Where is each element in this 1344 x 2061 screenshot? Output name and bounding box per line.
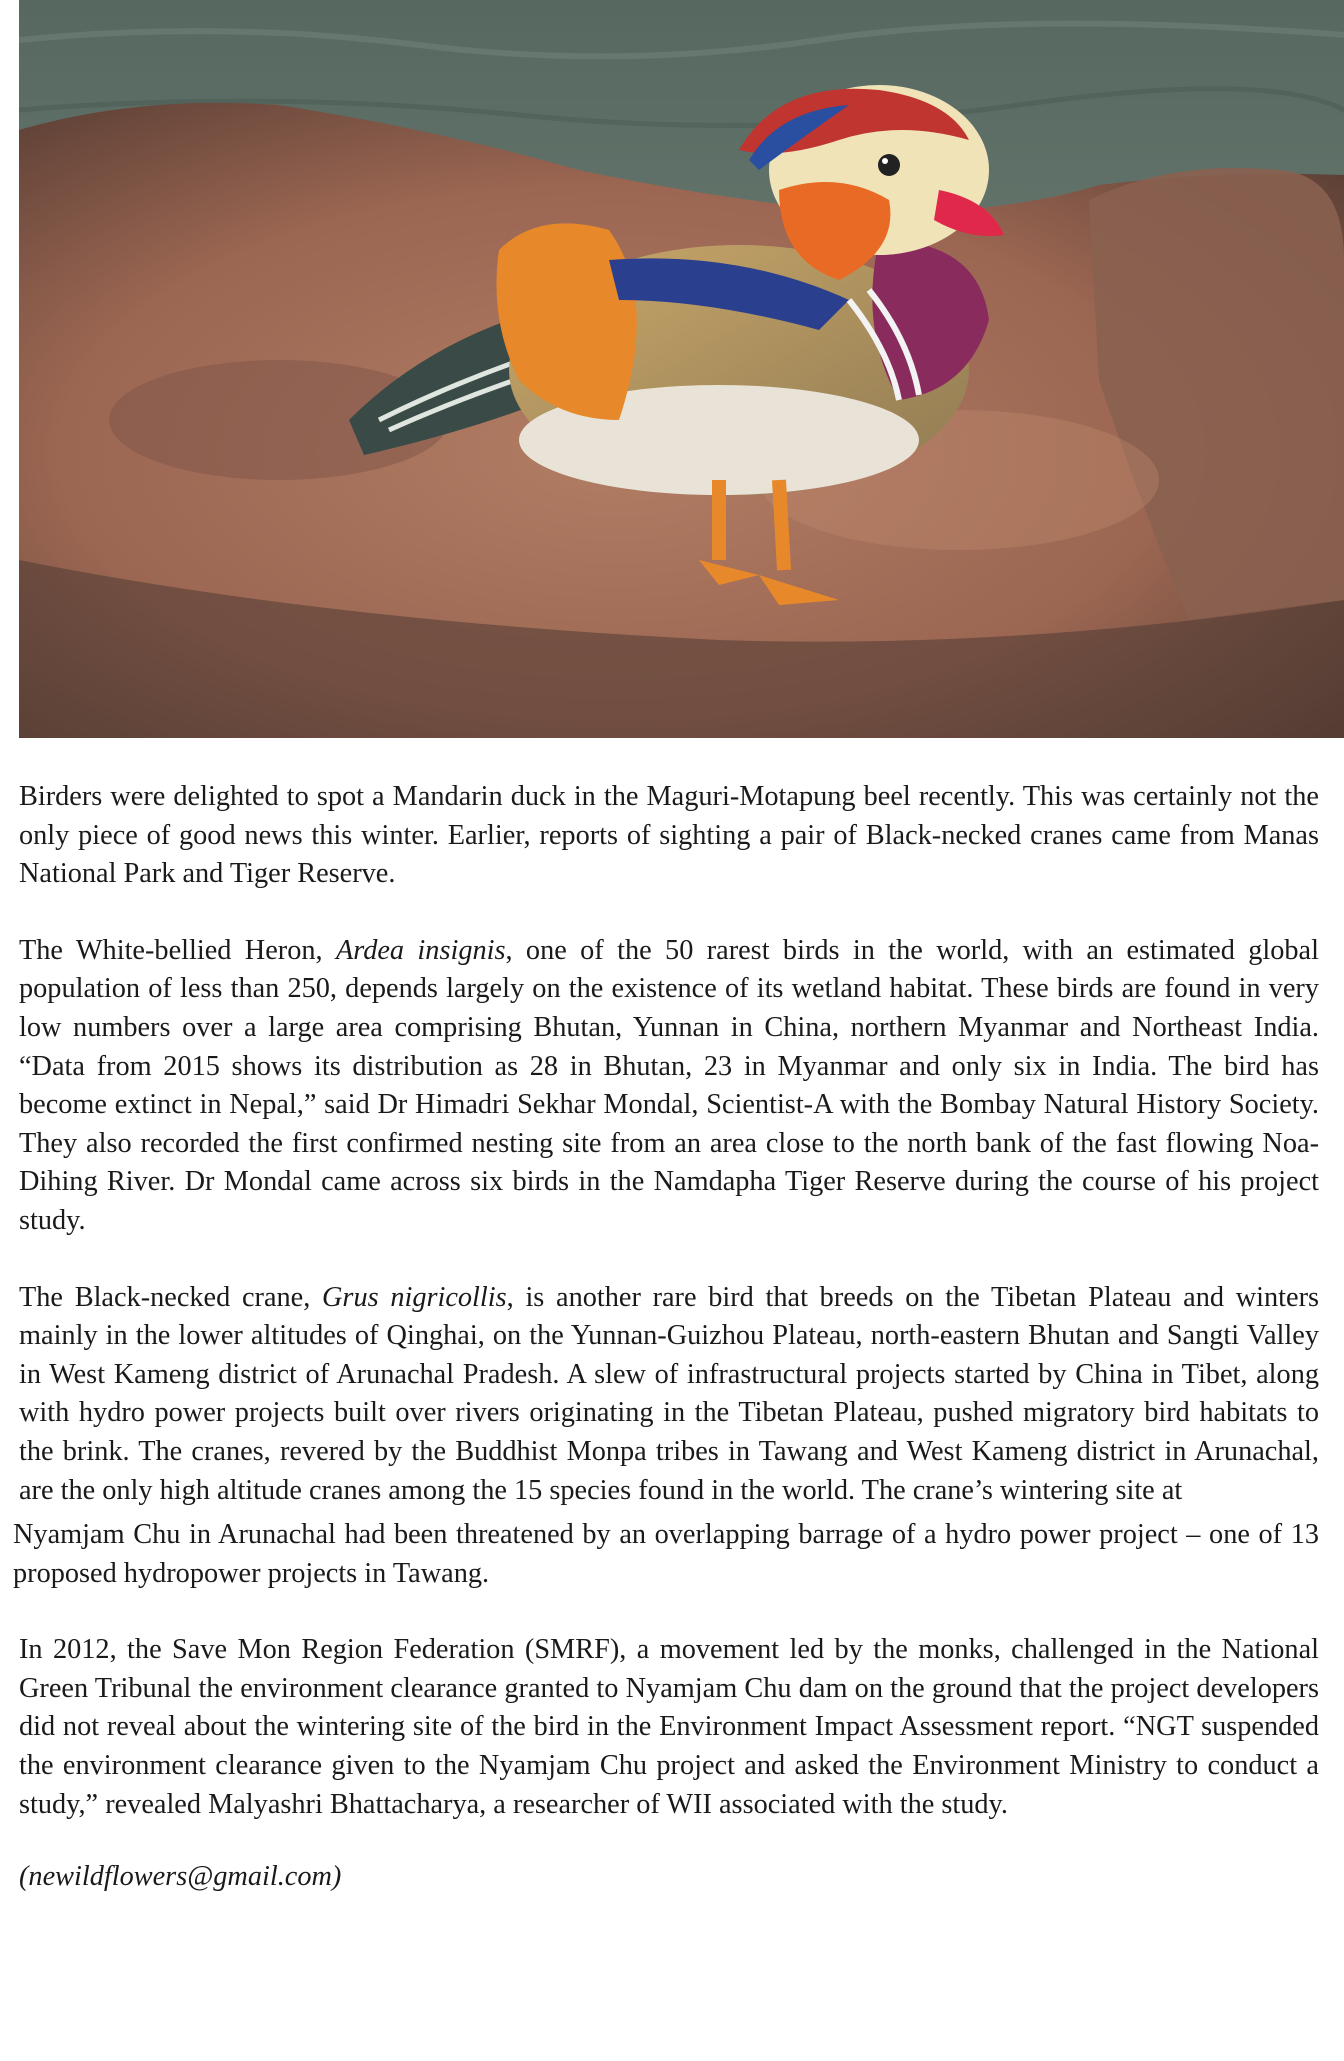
- paragraph-nyamjam-chu: Nyamjam Chu in Arunachal had been threatened by an overlapping barrage of a hydro power project – one of 13 proposed hydropower projects in Tawang.: [13, 1519, 1319, 1589]
- paragraph-mandarin-duck: Birders were delighted to spot a Mandarin duck in the Maguri-Motapung beel recently. This was certainly not the only piece of good news this winter. Earlier, reports of sighting a pair of Black-necked cranes came from Manas National Park and Tiger Reserve.: [19, 781, 1319, 890]
- paragraph-white-bellied-heron: The White-bellied Heron, Ardea insignis, one of the 50 rarest birds in the world, with an estimated global population of less than 250, depends largely on the existence of its wetland habitat. These birds are found in very low numbers over a large area comprising Bhutan, Yunnan in China, northern Myanmar and Northeast India. “Data from 2015 shows its distribution as 28 in Bhutan, 23 in Myanmar and only six in India. The bird has become extinct in Nepal,” said Dr Himadri Sekhar Mondal, Scientist-A with the Bombay Natural History Society. They also recorded the first confirmed nesting site from an area close to the north bank of the fast flowing Noa-Dihing River. Dr Mondal came across six birds in the Namdapha Tiger Reserve during the course of his project study.: [19, 934, 1319, 1236]
- duck-eye: [878, 154, 900, 176]
- author-email: (newildflowers@gmail.com): [19, 1861, 342, 1893]
- paragraph-black-necked-crane: The Black-necked crane, Grus nigricollis, is another rare bird that breeds on the Tibetan Plateau and winters mainly in the lower altitudes of Qinghai, on the Yunnan-Guizhou Plateau, north-eastern Bhutan and Sangti Valley in West Kameng district of Arunachal Pradesh. A slew of infrastructural projects started by China in Tibet, along with hydro power projects built over rivers originating in the Tibetan Plateau, pushed migratory bird habitats to the brink. The cranes, revered by the Buddhist Monpa tribes in Tawang and West Kameng district in Arunachal, are the only high altitude cranes among the 15 species found in the world. The crane’s wintering site at: [19, 1281, 1319, 1506]
- paragraph-smrf-ngt: In 2012, the Save Mon Region Federation (SMRF), a movement led by the monks, challenged in the National Green Tribunal the environment clearance granted to Nyamjam Chu dam on the ground that the project developers did not reveal about the wintering site of the bird in the Environment Impact Assessment report. “NGT suspended the environment clearance given to the Nyamjam Chu project and asked the Environment Ministry to conduct a study,” revealed Malyashri Bhattacharya, a researcher of WII associated with the study.: [19, 1634, 1319, 1820]
- species-name: Grus nigricollis: [322, 1281, 507, 1313]
- mandarin-duck-photo: [19, 0, 1344, 738]
- duck-eye-highlight: [882, 158, 888, 164]
- duck-illustration: [19, 0, 1344, 738]
- species-name: Ardea insignis: [335, 934, 506, 966]
- article-body: [13, 778, 1319, 1935]
